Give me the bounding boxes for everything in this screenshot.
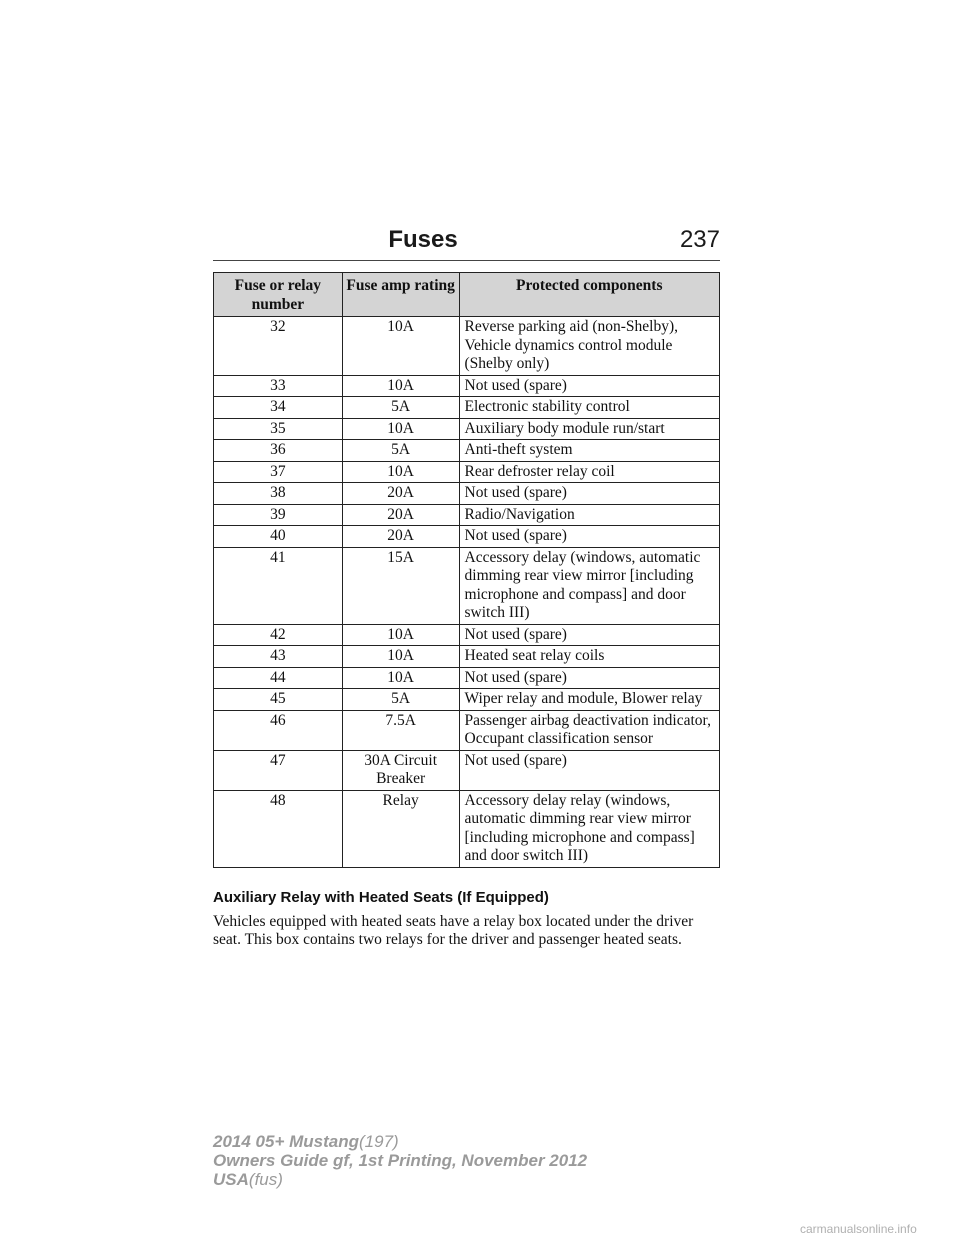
- cell-fuse-number: 36: [214, 440, 343, 462]
- table-row: [214, 667, 720, 689]
- cell-protected-components: Not used (spare): [459, 667, 719, 689]
- fuse-table-body: [214, 317, 720, 868]
- cell-protected-components: Radio/Navigation: [459, 504, 719, 526]
- cell-protected-components: Reverse parking aid (non-Shelby), Vehicle dynamics control module (Shelby only): [459, 317, 719, 376]
- cell-amp-rating: 30A Circuit Breaker: [342, 750, 459, 790]
- column-header-amp-rating: Fuse amp rating: [342, 273, 459, 317]
- cell-fuse-number: 46: [214, 710, 343, 750]
- cell-amp-rating: 20A: [342, 483, 459, 505]
- cell-amp-rating: 10A: [342, 418, 459, 440]
- cell-protected-components: Accessory delay (windows, automatic dimming rear view mirror [including microphone and compass] and door switch III): [459, 547, 719, 624]
- table-row: [214, 375, 720, 397]
- cell-fuse-number: 35: [214, 418, 343, 440]
- table-row: [214, 646, 720, 668]
- cell-protected-components: Electronic stability control: [459, 397, 719, 419]
- table-row: [214, 504, 720, 526]
- cell-amp-rating: 10A: [342, 375, 459, 397]
- footer-model: 2014 05+ Mustang: [213, 1132, 359, 1151]
- page-section-title: Fuses: [388, 226, 458, 253]
- page-number: 237: [679, 226, 720, 253]
- table-row: [214, 547, 720, 624]
- cell-amp-rating: 20A: [342, 504, 459, 526]
- table-row: [214, 750, 720, 790]
- cell-amp-rating: 10A: [342, 624, 459, 646]
- cell-protected-components: Passenger airbag deactivation indicator, Occupant classification sensor: [459, 710, 719, 750]
- table-row: [214, 461, 720, 483]
- table-row: [214, 710, 720, 750]
- footer-line-3: [213, 1170, 713, 1189]
- cell-fuse-number: 32: [214, 317, 343, 376]
- cell-amp-rating: 10A: [342, 667, 459, 689]
- footer-line-2: Owners Guide gf, 1st Printing, November 2012: [213, 1151, 588, 1170]
- table-row: [214, 317, 720, 376]
- watermark-text: carmanualsonline.info: [800, 1222, 917, 1236]
- footer-region: USA: [213, 1170, 249, 1189]
- cell-protected-components: Not used (spare): [459, 375, 719, 397]
- cell-protected-components: Heated seat relay coils: [459, 646, 719, 668]
- cell-fuse-number: 34: [214, 397, 343, 419]
- cell-amp-rating: Relay: [342, 790, 459, 867]
- cell-fuse-number: 48: [214, 790, 343, 867]
- document-footer: [213, 1132, 713, 1189]
- table-row: [214, 483, 720, 505]
- fuse-table: [213, 272, 720, 868]
- cell-amp-rating: 10A: [342, 646, 459, 668]
- cell-protected-components: Not used (spare): [459, 624, 719, 646]
- cell-protected-components: Wiper relay and module, Blower relay: [459, 689, 719, 711]
- cell-fuse-number: 45: [214, 689, 343, 711]
- cell-protected-components: Not used (spare): [459, 750, 719, 790]
- table-row: [214, 624, 720, 646]
- table-row: [214, 418, 720, 440]
- table-row: [214, 440, 720, 462]
- table-row: [214, 790, 720, 867]
- table-row: [214, 397, 720, 419]
- cell-fuse-number: 40: [214, 526, 343, 548]
- cell-protected-components: Anti-theft system: [459, 440, 719, 462]
- cell-amp-rating: 10A: [342, 317, 459, 376]
- cell-fuse-number: 37: [214, 461, 343, 483]
- column-header-protected-components: Protected components: [459, 273, 719, 317]
- table-header-row: [214, 273, 720, 317]
- cell-fuse-number: 44: [214, 667, 343, 689]
- cell-fuse-number: 33: [214, 375, 343, 397]
- table-row: [214, 526, 720, 548]
- cell-protected-components: Not used (spare): [459, 483, 719, 505]
- footer-line-1: [213, 1132, 713, 1151]
- cell-amp-rating: 20A: [342, 526, 459, 548]
- cell-fuse-number: 39: [214, 504, 343, 526]
- cell-fuse-number: 42: [214, 624, 343, 646]
- cell-fuse-number: 41: [214, 547, 343, 624]
- column-header-fuse-number: Fuse or relay number: [214, 273, 343, 317]
- cell-amp-rating: 10A: [342, 461, 459, 483]
- cell-amp-rating: 7.5A: [342, 710, 459, 750]
- table-row: [214, 689, 720, 711]
- cell-fuse-number: 38: [214, 483, 343, 505]
- header-divider: [213, 260, 720, 261]
- cell-protected-components: Auxiliary body module run/start: [459, 418, 719, 440]
- cell-amp-rating: 15A: [342, 547, 459, 624]
- cell-protected-components: Accessory delay relay (windows, automatic dimming rear view mirror [including microphone and compass] and door switch III): [459, 790, 719, 867]
- section-paragraph: Vehicles equipped with heated seats have a relay box located under the driver seat. This box contains two relays for the driver and passenger heated seats.: [213, 913, 694, 948]
- cell-fuse-number: 43: [214, 646, 343, 668]
- cell-protected-components: Not used (spare): [459, 526, 719, 548]
- cell-protected-components: Rear defroster relay coil: [459, 461, 719, 483]
- cell-amp-rating: 5A: [342, 689, 459, 711]
- section-heading: Auxiliary Relay with Heated Seats (If Equipped): [213, 889, 549, 906]
- cell-amp-rating: 5A: [342, 440, 459, 462]
- footer-model-code: (197): [359, 1132, 399, 1151]
- cell-amp-rating: 5A: [342, 397, 459, 419]
- footer-region-code: (fus): [248, 1170, 283, 1189]
- cell-fuse-number: 47: [214, 750, 343, 790]
